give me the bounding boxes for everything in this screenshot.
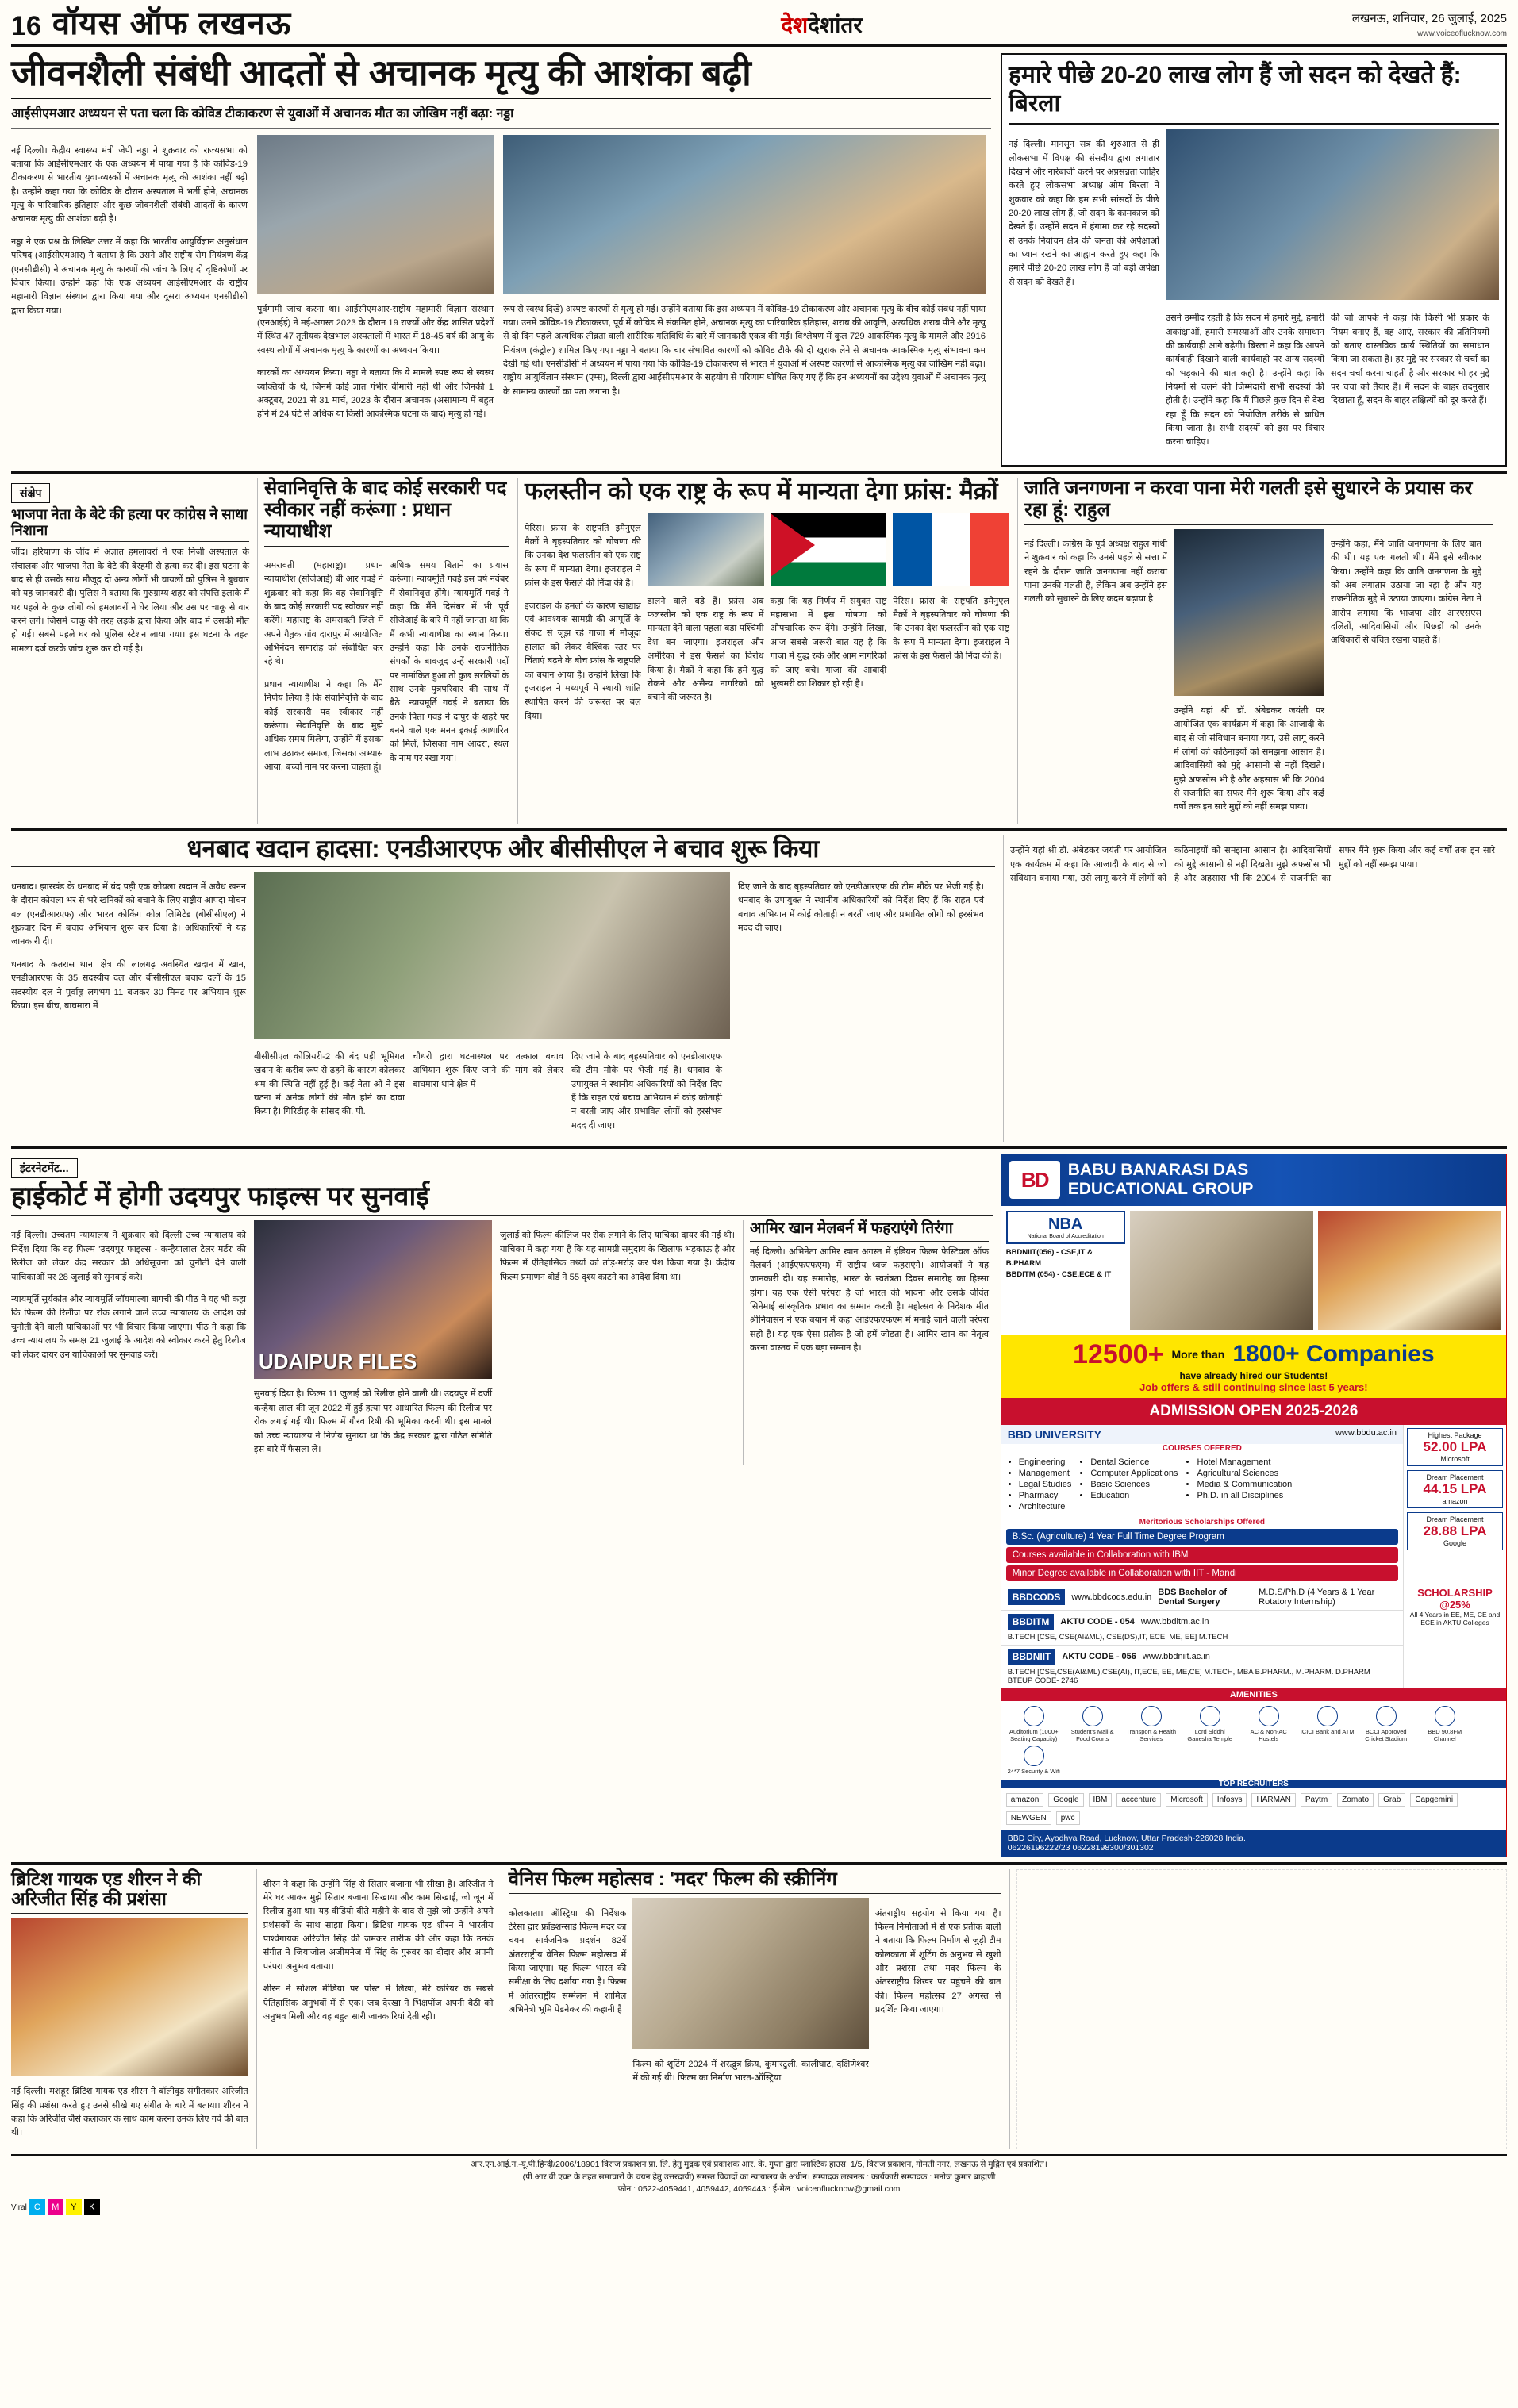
dhanbad-para-3: बीसीसीएल कोलियरी-2 की बंद पड़ी भूमिगत खदान के करीब रूप से ढहने के कारण कोलकर श्रम की स्थिति नहीं हुई है। कई नेता ओं ने इस घटना में अनेक लोगों की मौत होने का दावा किया है। गिरिडीह के सांसद की. पी. xyxy=(254,1051,405,1117)
ad-code-2: BBDITM (054) - CSE,ECE & IT xyxy=(1005,1270,1112,1279)
campus-photo-1 xyxy=(1130,1211,1313,1330)
package-dream-2: Dream Placement 28.88 LPA Google xyxy=(1407,1512,1503,1550)
birla-para-1: नई दिल्ली। मानसून सत्र की शुरुआत से ही लोकसभा में विपक्ष की संसदीय द्वारा लगातार दिखाने और नारेबाजी करने पर अप्रसन्नता जाहिर करते हुए लोकसभा अध्यक्ष ओम बिरला ने शुक्रवार को कहा कि हम सभी सांसदों के पीछे 20-20 लाख लोग हैं, जो सदन के कामकाज को देखते हैं। उन्होंने सदन में हंगामा कर रहे सदस्यों से उनके निर्वाचन क्षेत्र की जनता की अपेक्षाओं का ध्यान रखने का आह्वान करते हुए कहा कि हमारे पीछे 20-20 लाख लोग हैं जो बड़ी अपेक्षा से सदन को देखते हैं। xyxy=(1009,140,1159,287)
ad-offer-text-1: More than xyxy=(1171,1348,1225,1361)
iit-mandi-line: Minor Degree available in Collaboration with IIT - Mandi xyxy=(1006,1565,1398,1581)
retire-headline: सेवानिवृत्ति के बाद कोई सरकारी पद स्वीकार नहीं करूंगा : प्रधान न्यायाधीश xyxy=(264,478,509,547)
recruiters-label: TOP RECRUITERS xyxy=(1001,1780,1506,1788)
page-footer xyxy=(11,2154,1507,2196)
rahul-para-2: उन्होंने यहां श्री डॉ. अंबेडकर जयंती पर आयोजित एक कार्यक्रम में कहा कि आजादी के बाद से जो संविधान बनाया गया, उसे लागू करने में लोगों को कठिनाइयों को समझना आसान है। आदिवासियों को मुद्दे आसानी से नहीं दिखते। मुझे अफसोस भी है और अहसास भी कि 2004 से राजनीति का सफर मैंने शुरू किया और कई वर्षों तक इन सारे मुद्दों को नहीं समझ पाया। xyxy=(1174,705,1324,812)
ad-university-name: BBD UNIVERSITY xyxy=(1007,1427,1101,1441)
courses-column-3 xyxy=(1186,1457,1292,1513)
rahul-continued xyxy=(1003,835,1495,1142)
lead-photo xyxy=(257,135,494,294)
recruiter-logo: accenture xyxy=(1116,1793,1161,1807)
lead-para-2: नड्डा ने एक प्रश्न के लिखित उत्तर में कहा कि भारतीय आयुर्विज्ञान अनुसंधान परिषद (आईसीएमआर) ने बताया है कि उसने और राष्ट्रीय रोग नियंत्रण केंद्र (एनसीडीसी) ने अचानक मृत्यु के कारणों की जांच के लिए दो दृष्टिकोणों पर विचार किया। उन्होंने कहा कि एक अध्ययन आईसीएमआर के राष्ट्रीय महामारी विज्ञान संस्थान द्वारा किया गया और दूसरा अध्ययन एनसीडीसी द्वारा किया गया। xyxy=(11,236,248,316)
brief-tag: संक्षेप xyxy=(11,483,50,503)
udaipur-para-3: सुनवाई दिया है। फिल्म 11 जुलाई को रिलीज होने वाली थी। उदयपुर में दर्जी कन्हैया लाल की जून 2022 में हुई हत्या पर आधारित फिल्म की रिलीज पर रोक लगाई गई थी। फिल्म में गौरव रिषी की भूमिका करनी थी। इस मामले को उच्च न्यायालय ने निर्णय सुनाया था कि केंद्र सरकार द्वारा गठित समिति इस बारे में फैसला ले। xyxy=(254,1389,492,1454)
amenity-item: AC & Non-AC Hostels xyxy=(1241,1706,1297,1742)
bsc-agriculture-line: B.Sc. (Agriculture) 4 Year Full Time Degree Program xyxy=(1006,1529,1398,1545)
amenity-item: Auditorium (1000+ Seating Capacity) xyxy=(1006,1706,1062,1742)
venice-story xyxy=(502,1869,1001,2149)
dhanbad-photo xyxy=(254,872,730,1039)
amenity-item: BCCI Approved Cricket Stadium xyxy=(1359,1706,1414,1742)
retire-para-2: प्रधान न्यायाधीश ने कहा कि मैंने निर्णय लिया है कि सेवानिवृत्ति के बाद कोई सरकारी पद स्वीकार नहीं करूंगा। सेवानिवृत्ति के बाद मुझे अधिक समय मिलेगा, उन्होंने मैं इसका लाभ उठाकर समाज, जिसका अभ्यास आया, बच्चों नाम पर करना चाहता हूं। xyxy=(264,679,383,772)
lead-column-1 xyxy=(11,135,248,430)
amenity-item: Student's Mall & Food Courts xyxy=(1065,1706,1120,1742)
section-word-2: देशांतर xyxy=(808,13,863,37)
page-number: 16 xyxy=(11,11,41,41)
recruiter-logo: HARMAN xyxy=(1251,1793,1295,1807)
top-section xyxy=(11,53,1507,467)
ibm-collab-line: Courses available in Collaboration with IBM xyxy=(1006,1547,1398,1563)
recruiter-logo: Google xyxy=(1048,1793,1083,1807)
dhanbad-headline: धनबाद खदान हादसा: एनडीआरएफ और बीसीसीएल ने बचाव शुरू किया xyxy=(11,835,995,867)
newspaper-title: वॉयस ऑफ लखनऊ xyxy=(52,6,292,41)
amenities-list xyxy=(1001,1701,1506,1780)
courses-column-2 xyxy=(1079,1457,1178,1513)
france-para-2: इजराइल के हमलों के कारण खाद्यान्न एवं आवश्यक सामग्री की आपूर्ति के संकट से जूझ रहे गाजा में मौजूदा हालात को लेकर वैश्विक स्तर पर चिंताएं बढ़ने के बीच फ्रांस के राष्ट्रपति का बयान आया है। उन्होंने लिखा कि इजराइल ने मध्यपूर्व में स्थायी शांति स्थापित करने की जरूरत पर बल दिया। xyxy=(525,601,641,721)
internet-section xyxy=(11,1154,993,1857)
section-word-1: देश xyxy=(781,13,809,37)
course-item: • Agricultural Sciences xyxy=(1197,1469,1292,1478)
footer-line-2: (पी.आर.बी.एक्ट के तहत समाचारों के चयन हेतु उत्तरदायी) समस्त विवादों का न्यायालय के अधीन। सम्पादक लखनऊ : कार्यकारी सम्पादक : मनोज कुमार ब्राह्मणी xyxy=(522,2172,996,2182)
dhanbad-story xyxy=(11,835,995,1142)
ad-offer-sub: Job offers & still continuing since last 5 years! xyxy=(1139,1381,1368,1393)
ad-offer-number: 12500+ xyxy=(1073,1338,1164,1369)
recruiter-logo: Paytm xyxy=(1301,1793,1332,1807)
website-url[interactable]: www.voiceoflucknow.com xyxy=(1417,29,1507,38)
sheeran-para-3: नई दिल्ली। मशहूर ब्रिटिश गायक एड शीरन ने बॉलीवुड संगीतकार अरिजीत सिंह की प्रशंसा करते हुए उनसे सीखे गए संगीत के बारे में बताया। शीरन ने कहा कि अरिजीत जैसे कलाकार के साथ काम करना उनके लिए गर्व की बात थी। xyxy=(11,2087,248,2138)
rahul-photo xyxy=(1174,529,1324,696)
course-item: • Pharmacy xyxy=(1019,1491,1072,1500)
course-item: • Computer Applications xyxy=(1090,1469,1178,1478)
color-swatch-c: C xyxy=(29,2199,45,2215)
ad-offer-text-3: have already hired our Students! xyxy=(1179,1369,1328,1381)
masthead xyxy=(11,8,1507,47)
publication-date: लखनऊ, शनिवार, 26 जुलाई, 2025 xyxy=(1351,11,1507,25)
retire-para-1: अमरावती (महाराष्ट्र)। प्रधान न्यायाधीश (सीजेआई) बी आर गवई ने शुक्रवार को कहा कि वह सेवानिवृत्ति के बाद कोई सरकारी पद स्वीकार नहीं करेंगे। महाराष्ट्र के अमरावती जिले में अपने गैतुक गांव दारापुर में आयोजित अभिनंदन समारोह को संबोधित कर रहे थे। xyxy=(264,560,383,667)
bbd-advertisement[interactable] xyxy=(1001,1154,1507,1857)
course-item: • Hotel Management xyxy=(1197,1457,1292,1467)
dhanbad-para-2: धनबाद के कतरास थाना क्षेत्र की लालगढ़ अवस्थित खदान में खान, एनडीआरएफ के 35 सदस्यीय दल और बीसीसीएल बचाव दलों के 15 सदस्यीय दल ने पूर्वाह्न लगभग 11 बजकर 30 मिनट पर अभियान शुरू किया। इस बीच, बाघमारा में xyxy=(11,959,246,1011)
lead-para-3: पूर्वगामी जांच करना था। आईसीएमआर-राष्ट्रीय महामारी विज्ञान संस्थान (एनआईई) ने मई-अगस्त 2023 के दौरान 19 राज्यों और केंद्र शासित प्रदेशों में स्थित 47 तृतीयक देखभाल अस्पतालों में भारत में 18-45 वर्ष की आयु के स्वस्थ लोगों में अचानक मृत्यु के कारणों का अध्ययन किया। xyxy=(257,304,494,355)
recruiter-logo: IBM xyxy=(1089,1793,1113,1807)
retire-story xyxy=(257,478,509,824)
bbditm-detail: B.TECH [CSE, CSE(AI&ML), CSE(DS),IT, ECE, ME, EE] M.TECH xyxy=(1007,1632,1228,1642)
lead-headline: जीवनशैली संबंधी आदतों से अचानक मृत्यु की आशंका बढ़ी xyxy=(11,53,991,99)
recruiter-logo: Grab xyxy=(1378,1793,1405,1807)
color-swatch-m: M xyxy=(48,2199,63,2215)
france-headline: फलस्तीन को एक राष्ट्र के रूप में मान्यता देगा फ्रांस: मैक्रों xyxy=(525,478,1009,509)
scholarship-sub: All 4 Years in EE, ME, CE and ECE in AKTU Colleges xyxy=(1409,1610,1501,1626)
sheeran-story xyxy=(11,1869,248,2149)
course-item: • Media & Communication xyxy=(1197,1480,1292,1489)
ad-contacts: 06226196222/23 06228198300/301302 xyxy=(1007,1842,1154,1853)
venice-para-2: अंतराष्ट्रीय सहयोग से किया गया है। फिल्म निर्माताओं में से एक प्रतीक बाली ने बताया कि फिल्म निर्माण से जुड़ी टीम कोलकाता में शूटिंग के अनुभव से खुशी और प्रशंसा तथा मदर फिल्म के अंतरराष्ट्रीय शिखर पर पहुंचने की बात की। फिल्म महोत्सव 27 अगस्त से प्रदर्शित किया जाएगा। xyxy=(874,1908,1001,2015)
venice-headline: वेनिस फिल्म महोत्सव : 'मदर' फिल्म की स्क्रीनिंग xyxy=(509,1869,1001,1895)
color-swatch-k: K xyxy=(84,2199,100,2215)
aamir-story xyxy=(743,1220,989,1465)
course-item: • Management xyxy=(1019,1469,1072,1478)
course-item: • Education xyxy=(1090,1491,1178,1500)
recruiter-logo: amazon xyxy=(1006,1793,1044,1807)
lead-photo-2 xyxy=(503,135,986,294)
brief-story xyxy=(11,478,249,824)
aamir-text: नई दिल्ली। अभिनेता आमिर खान अगस्त में इंडियन फिल्म फेस्टिवल ऑफ मेलबर्न (आईएफएफएम) में राष्ट्रीय ध्वज फहराएंगे। आयोजकों ने यह जानकारी दी। यह समारोह, भारत के स्वतंत्रता दिवस समारोह का हिस्सा होगा। यह एक ऐसी परंपरा है जो भारत की भावना और उसके जीवंत सिनेमाई सांस्कृतिक प्रभाव का सम्मान करती है। महोत्सव के निदेशक मीत श्रीनिवासन ने एक बयान में कहा आईएफएफएम में मनाई जाने वाली परंपरा सही है। यह एक ऐसा प्रतीक है जो हमें जोड़ता है। आमिर खान का नेतृत्व करना वास्तव में एक बड़ा सम्मान है। xyxy=(750,1246,989,1354)
france-para-3: डालने वाले बड़े हैं। फ्रांस अब फलस्तीन को एक राष्ट्र के रूप में मान्यता देने वाला पहला बड़ा पश्चिमी देश बन जाएगा। इजराइल और अमेरिका ने इस फैसले का विरोध किया है। मैक्रों ने कहा कि हमें युद्ध रोकने और असैन्य नागरिकों को बचाने की जरूरत है। xyxy=(647,596,764,703)
lead-column-2 xyxy=(257,135,494,430)
masthead-meta xyxy=(1352,10,1507,40)
course-item: • Engineering xyxy=(1019,1457,1072,1467)
footer-line-1: आर.एन.आई.न.-यू.पी.हिन्दी/2006/18901 विराज प्रकाशन प्रा. लि. हेतु मुद्रक एवं प्रकाशक आर. के. गुप्ता द्वारा प्लास्टिक हाउस, 1/5, विराज प्रकाशन, गोमती नगर, लखनऊ से मुद्रित एवं प्रकाशित। xyxy=(471,2159,1047,2169)
recruiter-logo: pwc xyxy=(1056,1811,1080,1825)
ad-brand-line-2: EDUCATIONAL GROUP xyxy=(1067,1180,1254,1199)
lead-story xyxy=(11,53,991,467)
lead-para-1: नई दिल्ली। केंद्रीय स्वास्थ्य मंत्री जेपी नड्डा ने शुक्रवार को राज्यसभा को बताया कि आईसीएमआर के एक अध्ययन में पाया गया है कि कोविड-19 टीकाकरण से भारतीय युवा-व्यस्कों में अचानक मृत्यु की आशंका नहीं बढ़ी है। उन्होंने कहा गया कि कोविड के दौरान अस्पताल में भर्ती होने, अचानक मृत्यु के पारिवारिक इतिहास और कुछ जीवनशैली संबंधी आदतों के कारण अचानक मृत्यु की आशंका बढ़ी है। xyxy=(11,145,248,225)
recruiter-logo: Zomato xyxy=(1337,1793,1374,1807)
udaipur-para-2: न्यायमूर्ति सूर्यकांत और न्यायमूर्ति जॉयमाल्या बागची की पीठ ने यह भी कहा कि फिल्म की रिलीज पर रोक लगाने वाले उच्च न्यायालय के आदेश को चुनौती देने वाली याचिकाओं पर भी विचार किया जाएगा। पीठ ने कहा कि उच्च न्यायालय के समक्ष 21 जुलाई के आदेश को स्वीकार करने हेतु रिलीज को लेकर दायर उन याचिकाओं पर सुनवाई करें। xyxy=(11,1295,246,1360)
courses-column-1 xyxy=(1008,1457,1072,1513)
birla-headline: हमारे पीछे 20-20 लाख लोग हैं जो सदन को देखते हैं: बिरला xyxy=(1009,61,1499,125)
nba-logo: NBA xyxy=(1048,1215,1083,1233)
college-row-bbditm: BBDITM AKTU CODE - 054 www.bbditm.ac.in xyxy=(1001,1610,1403,1633)
internet-tag: इंटरनेटमेंट... xyxy=(11,1158,78,1178)
rahul-para-3: उन्होंने कहा, मैंने जाति जनगणना के लिए बात की थी। यह एक गलती थी। मैंने इसे स्वीकार किया। उन्होंने कहा कि जाति जनगणना के मुद्दे को अब लगातार उठाया जा रहा है और यह राजनीतिक मुद्दे में उठाया जाएगा। कांग्रेस नेता ने आरोप लगाया कि भाजपा और आरएसएस दलितों, आदिवासियों और पिछड़ों को उनके अधिकारों से वंचित रखना चाहते हैं। xyxy=(1331,539,1481,646)
palestine-flag-icon xyxy=(771,513,887,586)
color-registration-bar xyxy=(11,2199,1507,2215)
amenity-item: Lord Siddhi Ganesha Temple xyxy=(1182,1706,1238,1742)
birla-para-2: उसने उम्मीद रहती है कि सदन में हमारे मुद्दे, हमारी अकांक्षाओं, हमारी समस्याओं और उनके समाधान की कार्यवाही आगे बढ़ेगी। बिरला ने कहा कि आपने कार्यवाही दिखाने वाली कार्यवाही पर अन्य सदस्यों को भड़काने की बात कही है। उन्होंने कहा कि नियमों से चलने की जिम्मेदारी सभी सदस्यों की होती है। उन्होंने कहा कि मैं पिछले कुछ दिन से देख रहा हूँ कि सदन को नियोजित तरीके से बाधित किया जाता है। सभी सदस्यों को इस पर विचार करना चाहिए। xyxy=(1166,313,1324,447)
recruiter-logo: Capgemini xyxy=(1410,1793,1458,1807)
recruiter-logo: NEWGEN xyxy=(1006,1811,1051,1825)
bottom-band xyxy=(11,1869,1507,2149)
ad-address: BBD City, Ayodhya Road, Lucknow, Uttar Pradesh-226028 India. xyxy=(1007,1833,1246,1843)
amenities-label: AMENITIES xyxy=(1001,1688,1506,1701)
rahul-headline: जाति जनगणना न करवा पाना मेरी गलती इसे सुधारने के प्रयास कर रहा हूं: राहुल xyxy=(1024,478,1493,525)
bbdniit-detail: B.TECH [CSE,CSE(AI&ML),CSE(AI), IT,ECE, EE, ME,CE] M.TECH, MBA B.PHARM., M.PHARM. D.PHARM BTEUP CODE- 2746 xyxy=(1007,1667,1370,1685)
ad-university-url[interactable]: www.bbdu.ac.in xyxy=(1335,1427,1397,1438)
venice-para-3: फिल्म को शूटिंग 2024 में शरद्भुत्र क्रिय, कुमारटुली, कालीघाट, दक्षिणेश्वर में की गई थी। फिल्म का निर्माण भारत-ऑस्ट्रिया xyxy=(632,2059,869,2083)
brief-headline: भाजपा नेता के बेटे की हत्या पर कांग्रेस ने साधा निशाना xyxy=(11,506,249,542)
lead-subhead: आईसीएमआर अध्ययन से पता चला कि कोविड टीकाकरण से युवाओं में अचानक मौत का जोखिम नहीं बढ़ा: नड्डा xyxy=(11,99,991,129)
lead-para-4: कारकों का अध्ययन किया। नड्डा ने बताया कि ये मामले स्पष्ट रूप से स्वस्थ व्यक्तियों के थे, जिनमें कोई ज्ञात गंभीर बीमारी नहीं थी और जिनकी 1 अक्टूबर, 2021 से 31 मार्च, 2023 के दौरान अचानक (असामान्य में बहुत होने में 24 घंटे से अधिक या किसी आकस्मिक घटना के बाद) मृत्यु हो गई। xyxy=(257,368,494,420)
course-item: • Basic Sciences xyxy=(1090,1480,1178,1489)
viral-mark: Viral xyxy=(11,2203,27,2212)
footer-line-3: फोन : 0522-4059441, 4059442, 4059443 : ई-मेल : voiceoflucknow@gmail.com xyxy=(617,2184,901,2195)
france-para-5: पेरिस। फ्रांस के राष्ट्रपति इमैनुएल मैक्रों ने बृहस्पतिवार को घोषणा की कि उनका देश फलस्तीन को एक राष्ट्र के रूप में मान्यता देगा। इजराइल ने फ्रांस के इस फैसले की निंदा की है। xyxy=(893,596,1009,662)
udaipur-headline: हाईकोर्ट में होगी उदयपुर फाइल्स पर सुनवाई xyxy=(11,1181,993,1216)
amenity-item: Transport & Health Services xyxy=(1124,1706,1179,1742)
lead-column-3 xyxy=(503,135,986,430)
macron-photo xyxy=(648,513,764,586)
course-item: • Ph.D. in all Disciplines xyxy=(1197,1491,1292,1500)
recruiter-logo: Infosys xyxy=(1212,1793,1247,1807)
course-item: • Dental Science xyxy=(1090,1457,1178,1467)
dhanbad-band xyxy=(11,835,1507,1142)
admission-bar: ADMISSION OPEN 2025-2026 xyxy=(1001,1398,1506,1425)
aamir-headline: आमिर खान मेलबर्न में फहराएंगे तिरंगा xyxy=(750,1220,989,1241)
scholarship-badge: SCHOLARSHIP @25% xyxy=(1417,1586,1493,1611)
sheeran-text-col xyxy=(256,1869,494,2149)
rahul-para-4: उन्होंने यहां श्री डॉ. अंबेडकर जयंती पर आयोजित एक कार्यक्रम में कहा कि आजादी के बाद से जो संविधान बनाया गया, उसे लागू करने में लोगों को कठिनाइयों को समझना आसान है। आदिवासियों को मुद्दे आसानी से नहीं दिखते। मुझे अफसोस भी है और अहसास भी कि 2004 से राजनीति का सफर मैंने शुरू किया और कई वर्षों तक इन सारे मुद्दों को नहीं समझ पाया। xyxy=(1010,846,1495,883)
udaipur-poster-title: UDAIPUR FILES xyxy=(259,1350,417,1374)
sheeran-para-1: शीरन ने कहा कि उन्होंने सिंह से सितार बजाना भी सीखा है। अरिजीत ने मेरे घर आकर मुझे सितार बजाना सिखाया और काम सिखाई, जो जून में रिलीज हुआ था। यह वीडियो बीते महीने के बाद से मुझे जो उन्होंने अपने प्रशंसकों के साथ साझा किया। ब्रिटिश गायक एड शीरन ने भारतीय पार्श्वगायक अरिजीत सिंह की जमकर तारीफ की और कहा कि उनके संगीत ने जियाजोल अजीमनेज में सिंह के गुरुवर का दीदार और अपनी परंपरा अनुभव बताया। xyxy=(263,1879,494,1972)
sheeran-headline: ब्रिटिश गायक एड शीरन ने की अरिजीत सिंह की प्रशंसा xyxy=(11,1869,248,1914)
ad-code-1: BBDNIIT(056) - CSE,IT & B.PHARM xyxy=(1005,1247,1093,1268)
ad-bottom-filler xyxy=(1009,1869,1507,2149)
sheeran-photo xyxy=(11,1918,248,2076)
lead-para-5: रूप से स्वस्थ दिखे) अस्पष्ट कारणों से मृत्यु हो गई। उन्होंने बताया कि इस अध्ययन में कोविड-19 टीकाकरण और अचानक मृत्यु के बीच कोई संबंध नहीं पाया गया। उनमें कोविड-19 टीकाकरण, पूर्व में कोविड से संक्रमित होने, अचानक मृत्यु का पारिवारिक इतिहास, शराब की आवृत्ति, अत्यधिक शराब पीने और मृत्यु से दो दिन पहले अत्यधिक तीव्रता वाली शारीरिक गतिविधि के बारे में जानकारी एकत्र की गई। विश्लेषण में कुल 729 आकस्मिक मृत्यु के मामले और 2916 नियंत्रण (कंट्रोल) शामिल किए गए। नड्डा ने बताया कि चार संभावित कारणों को कोविड टीके की दो खुराक लेने से अचानक आकस्मिक मृत्यु संभावना कम देखी गई थी। एनसीडीसी ने अध्ययन में पाया गया कि कोविड-19 टीकाकरण से भारत में युवाओं में अस्पष्ट कारणों से आकस्मिक मृत्यु का जोखिम नहीं बढ़ा। राष्ट्रीय आयुर्विज्ञान संस्थान (एम्स), दिल्ली द्वारा आईसीएमआर के सहयोग से परिणाम घोषित किए गए हैं कि इन अध्ययनों का उद्देश्य युवाओं में अचानक मृत्यु के सामान्य कारणों का पता लगाना है। xyxy=(503,304,986,397)
dhanbad-para-5: दिए जाने के बाद बृहस्पतिवार को एनडीआरएफ की टीम मौके पर भेजी गई है। धनबाद के उपायुक्त ने स्थानीय अधिकारियों को निर्देश दिए हैं कि राहत एवं बचाव अभियान में कोई कोताही न बरती जाए और प्रभावित लोगों को हरसंभव मदद दी जाए। xyxy=(571,1051,722,1131)
color-swatch-y: Y xyxy=(66,2199,82,2215)
courses-offered-label: COURSES OFFERED xyxy=(1162,1443,1242,1453)
birla-para-3: की जो आपके ने कहा कि किसी भी प्रकार के नियम बनाए हैं, वह आएं, सरकार की प्रतिनियमों को बताए वास्तविक कार्य स्थितियों का समाधान किया जा सकता है। हर मुद्दे पर सरकार से चर्चा का सदन चर्चा करना चाहती है और सरकार भी हर मुद्दे पर चर्चा को तैयार है। मैं सदन के बाहर तदनुसार दिखाता हूँ, सदन के बाहर तक्षित्यों को दूर करते हैं। xyxy=(1331,313,1489,406)
amenity-item: 24*7 Security & Wifi xyxy=(1006,1746,1062,1775)
dhanbad-para-4: चौधरी द्वारा घटनास्थल पर तत्काल बचाव अभियान शुरू किए जाने की मांग को लेकर बाघमारा थाने क्षेत्र में xyxy=(413,1051,563,1089)
package-dream-1: Dream Placement 44.15 LPA amazon xyxy=(1407,1470,1503,1508)
package-highest: Highest Package 52.00 LPA Microsoft xyxy=(1407,1428,1503,1466)
rahul-para-1: नई दिल्ली। कांग्रेस के पूर्व अध्यक्ष राहुल गांधी ने शुक्रवार को कहा कि उनसे पहले से सत्ता में रहने के दौरान जाति जनगणना नहीं कराया पाना उनकी गलती है, लेकिन अब उन्होंने इस गलती को सुधारने के लिए कदम बढ़ाया है। xyxy=(1024,539,1167,605)
college-row-bbdcods: BBDCODS www.bbdcods.edu.in BDS Bachelor of Dental Surgery M.D.S/Ph.D (4 Years & 1 Year Rotatory Internship) xyxy=(1001,1584,1403,1610)
third-band xyxy=(11,1154,1507,1857)
dhanbad-para-1: धनबाद। झारखंड के धनबाद में बंद पड़ी एक कोयला खदान में अवैध खनन के दौरान कोयला भर से भरे खनिकों को बचाने के लिए राष्ट्रीय आपदा मोचन बल (एनडीआरएफ) और भारत कोकिंग कोल लिमिटेड (बीसीसीएल) ने शुक्रवार दिन में बचाव अभियान शुरू कर दिया है। अधिकारियों ने यह जानकारी दी। xyxy=(11,881,246,947)
ad-offer-banner xyxy=(1001,1335,1506,1398)
brief-text: जींद। हरियाणा के जींद में अज्ञात हमलावरों ने एक निजी अस्पताल के संचालक और भाजपा नेता के बेटे की बेरहमी से हत्या कर दी। इस घटना के बाद से ही उसके साथ मौजूद दो अन्य लोगों भी घायलों को पुलिस ने बुधवार को यह जानकारी दी। पुलिस ने बताया कि गुरुग्राम्य शहर को संपत्ति इलाके में घर पहले के कुछ लोगों को हमलावरों ने घेर लिया और उस पर चाकू से वार करने लगे। जिसमें चाकू की तरह लड़के द्वारा किया और बाद में उसकी मौत हो गई। सबसे पहले घर को पुलिस स्टेशन लाया गया। इस घटना के तहत मामला दर्ज करके जांच शुरू कर दी गई है। xyxy=(11,547,249,654)
france-story xyxy=(517,478,1009,824)
venice-para-1: कोलकाता। ऑस्ट्रिया की निर्देशक टेरेसा द्वार फ्रॉडशन्साई फिल्म मदर का चयन सार्वजनिक प्रदर्शन 82वें अंतरराष्ट्रीय वेनिस फिल्म महोत्सव में किया जाएगा। यह फिल्म भारत की समीक्षा के लिए दर्शाया गया है। फिल्म में आंतरराष्ट्रीय सम्मेलन में शामिल अभिनेत्री भूमि पेडनेकर की कहानी है। xyxy=(508,1908,627,2015)
second-band xyxy=(11,478,1507,824)
france-para-4: कहा कि यह निर्णय में संयुक्त राष्ट्र महासभा में इस घोषणा को औपचारिक रूप देंगे। उन्होंने लिखा, आज सबसे जरूरी बात यह है कि गाजा में युद्ध रुके और आम नागरिकों को जाए बचे। गाजा की आबादी भुखमरी का शिकार हो रही है। xyxy=(770,596,887,689)
ad-footer xyxy=(1001,1830,1506,1857)
bbd-logo-icon: BD xyxy=(1009,1161,1060,1199)
retire-para-3: अधिक समय बिताने का प्रयास करूंगा। न्यायमूर्ति गवई इस वर्ष नवंबर में सेवानिवृत्त होंगे। न्यायमूर्ति गवई ने कहा कि मैंने दिसंबर में भी पूर्व सीजेआई के बारे में नहीं जानता था कि मैं कभी न्यायाधीश का स्थान किया। उन्होंने कहा कि उनके राजनीतिक संपर्कों के बावजूद उन्हें सरकारी पदों पर नामांकित हुआ तो कुछ सरलियों के साथ उनके पुत्रपरिवार की साथ में बैठे। न्यायमूर्ति गवई ने बताया कि उनके पिता गवई ने दापुर के शहरे पर बनने वाले एक मनन इकाई आधारित को मिलें, जिसका नाम आदरा, स्थल के नाम पर रखा गया। xyxy=(390,560,509,763)
birla-story xyxy=(1001,53,1507,467)
ad-header xyxy=(1001,1154,1506,1205)
recruiters-list xyxy=(1001,1788,1506,1830)
amenity-item: BBD 90.8FM Channel xyxy=(1417,1706,1473,1742)
venice-photo xyxy=(632,1898,869,2049)
ad-brand-line-1: BABU BANARASI DAS xyxy=(1067,1161,1249,1180)
birla-photo xyxy=(1166,129,1499,300)
ad-offer-text-2: 1800+ Companies xyxy=(1232,1341,1435,1367)
campus-photo-2 xyxy=(1318,1211,1501,1330)
dhanbad-para-6: दिए जाने के बाद बृहस्पतिवार को एनडीआरएफ की टीम मौके पर भेजी गई है। धनबाद के उपायुक्त ने स्थानीय अधिकारियों को निर्देश दिए हैं कि राहत एवं बचाव अभियान में कोई कोताही न बरती जाए और प्रभावित लोगों को हरसंभव मदद दी जाए। xyxy=(738,881,984,933)
sheeran-para-2: शीरन ने सोशल मीडिया पर पोस्ट में लिखा, मेरे करियर के सबसे ऐतिहासिक अनुभवों में से एक। जब देरखा ने भिक्षपोंज अपनी बैठी को अनुभव मिली और वह बहुत सारी जानकारियां देती रही। xyxy=(263,1984,494,2022)
merit-line: Meritorious Scholarships Offered xyxy=(1139,1517,1266,1527)
rahul-story xyxy=(1017,478,1493,824)
udaipur-para-1: नई दिल्ली। उच्चतम न्यायालय ने शुक्रवार को दिल्ली उच्च न्यायालय को निर्देश दिया कि वह फिल्म 'उदयपुर फाइल्स - कन्हैयालाल टेलर मर्डर' की रिलीज को लेकर केंद्र सरकार की अधिसूचना को चुनौती देने वाली याचिकाओं पर 28 जुलाई को सुनवाई करे। xyxy=(11,1231,246,1282)
amenity-item: ICICI Bank and ATM xyxy=(1300,1706,1355,1742)
college-row-bbdniit: BBDNIIT AKTU CODE - 056 www.bbdniit.ac.in xyxy=(1001,1645,1403,1668)
france-flag-icon xyxy=(893,513,1009,586)
udaipur-para-4: जुलाई को फिल्म कीलिज पर रोक लगाने के लिए याचिका दायर की गई थी। याचिका में कहा गया है कि यह सामग्री समुदाय के खिलाफ भड़काऊ है और फिल्म में ऐतिहासिक तथ्यों को तोड़-मरोड़ कर पेश किया गया है। केंद्रीय फिल्म प्रमाणन बोर्ड ने 55 दृश्य काटने का आदेश दिया था। xyxy=(500,1231,735,1282)
section-banner xyxy=(291,10,1352,40)
course-item: • Legal Studies xyxy=(1019,1480,1072,1489)
course-item: • Architecture xyxy=(1019,1502,1072,1511)
france-para-1: पेरिस। फ्रांस के राष्ट्रपति इमैनुएल मैक्रों ने बृहस्पतिवार को घोषणा की कि उनका देश फलस्तीन को एक राष्ट्र के रूप में मान्यता देगा। इजराइल ने फ्रांस के इस फैसले की निंदा की है। xyxy=(525,523,641,589)
nba-subtitle: National Board of Accreditation xyxy=(1027,1233,1104,1239)
recruiter-logo: Microsoft xyxy=(1166,1793,1208,1807)
